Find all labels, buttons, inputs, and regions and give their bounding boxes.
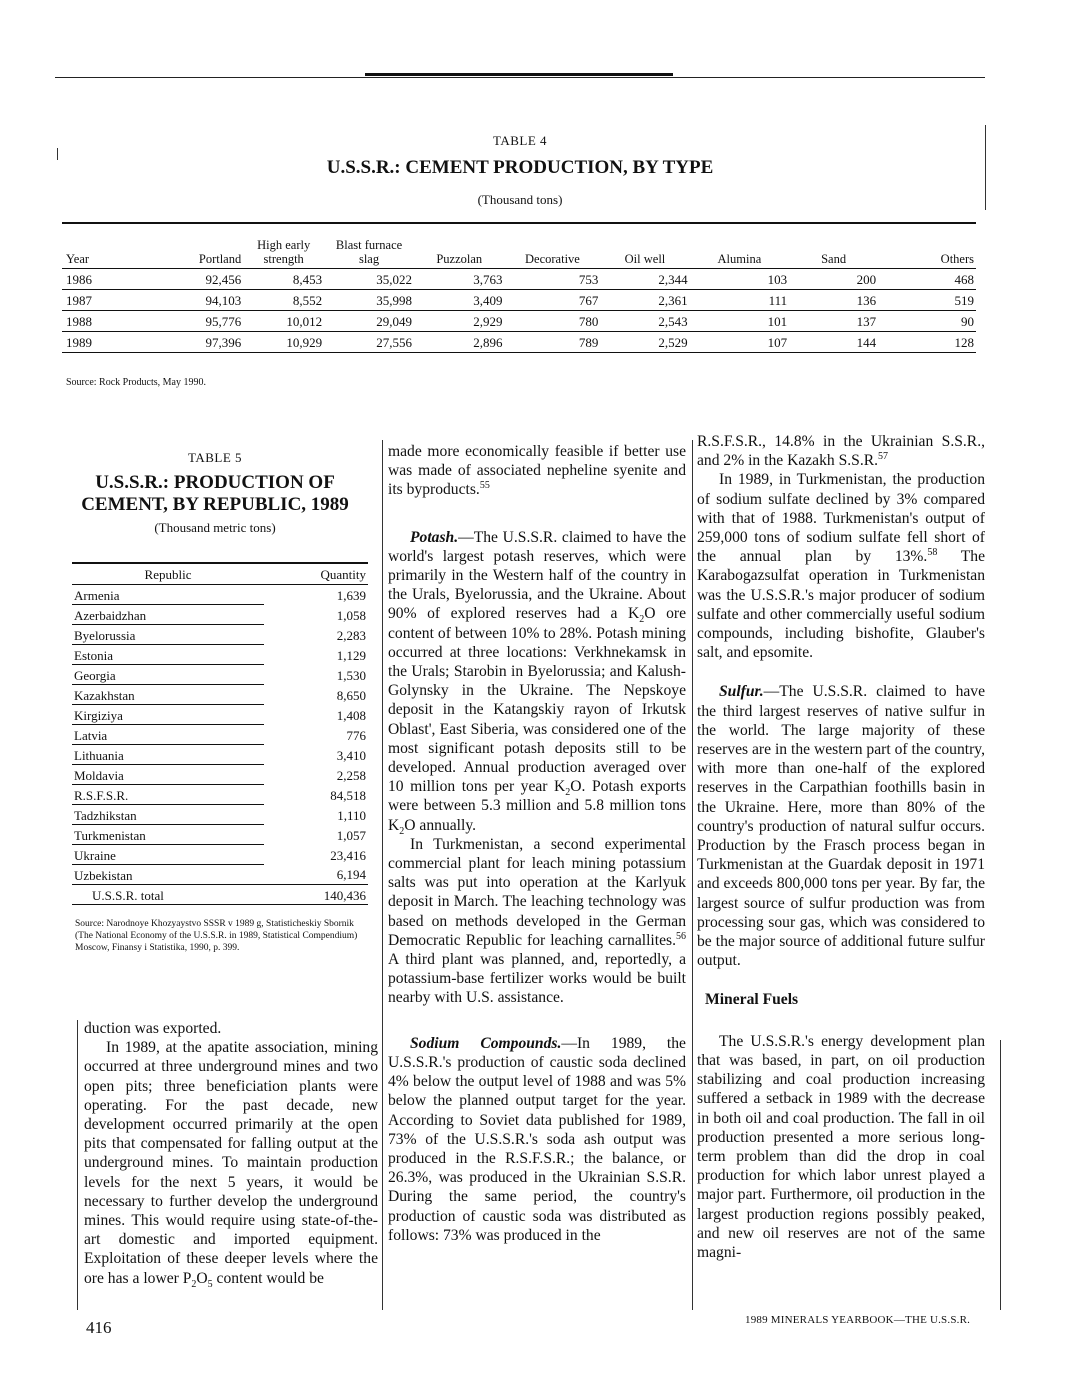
table-cell: 468 (878, 269, 976, 290)
potash-text-a: —The U.S.S.R. claimed to have the world's largest potash reserves, which were primarily in the Western half of the country in the Urals, Byelorussia, and the Ukraine. About 90% of explored reserves had a K (388, 528, 686, 623)
table-row (72, 605, 368, 625)
col1-paragraph-2 (84, 1038, 378, 1288)
footnote-ref: 55 (479, 480, 490, 492)
table-cell: Moldavia (72, 765, 264, 785)
table-cell: 94,103 (153, 290, 243, 311)
table-cell: 1988 (62, 311, 153, 332)
table-cell: 8,552 (243, 290, 324, 311)
table-cell: 92,456 (153, 269, 243, 290)
table-cell: 3,409 (414, 290, 505, 311)
table-cell: 144 (789, 332, 878, 353)
table-cell: Kazakhstan (72, 685, 264, 705)
table-cell: 2,529 (600, 332, 689, 353)
table-cell: 103 (690, 269, 790, 290)
table-cell: 1,058 (336, 607, 366, 623)
table-cell: 8,453 (243, 269, 324, 290)
table5 (72, 562, 368, 905)
col3-paragraph-2 (697, 470, 985, 662)
table-cell: 1986 (62, 269, 153, 290)
table-row (62, 311, 976, 332)
table5-units: (Thousand metric tons) (154, 520, 276, 535)
subscript: 2 (565, 787, 571, 799)
table-row (72, 765, 368, 785)
table4-col-year: Year (62, 223, 153, 269)
subscript: 2 (191, 1278, 197, 1290)
col1-p2-mid: O (196, 1269, 208, 1287)
table4-col-portland: Portland (153, 223, 243, 269)
col3-paragraph-1 (697, 432, 985, 470)
table-cell: 8,650 (336, 687, 366, 703)
col3-sulfur-paragraph (697, 682, 985, 970)
header-rule-thick (365, 73, 673, 76)
table-cell: 2,929 (414, 311, 505, 332)
column-3 (697, 432, 985, 1262)
table-cell: 1989 (62, 332, 153, 353)
turkmen-text: In Turkmenistan, a second experimental commercial plant for leach mining potassium salts was put into operation at the Karlyuk deposit in March. The leaching technology was based on methods developed in the German Democratic Republic for leaching carnallites. (388, 835, 686, 949)
footnote-ref: 58 (927, 547, 938, 559)
table-cell: 519 (878, 290, 976, 311)
table5-col-quantity: Quantity (264, 563, 368, 585)
table4-col-puzzolan: Puzzolan (414, 223, 505, 269)
table4-col-decorative: Decorative (505, 223, 601, 269)
header-rule (55, 77, 985, 78)
column-2 (388, 442, 686, 1245)
table-row (72, 725, 368, 745)
table-cell: 767 (505, 290, 601, 311)
table-row (62, 269, 976, 290)
table-cell: 2,258 (336, 767, 366, 783)
table4-title: U.S.S.R.: CEMENT PRODUCTION, BY TYPE (326, 157, 714, 178)
subscript: 2 (399, 825, 405, 837)
table5-total-row (72, 885, 368, 905)
table5-col-republic: Republic (72, 563, 264, 585)
table-cell: Tadzhikstan (72, 805, 264, 825)
table-row (72, 705, 368, 725)
table-cell: 1,129 (336, 647, 366, 663)
table-cell: 27,556 (324, 332, 414, 353)
table-cell: Lithuania (72, 745, 264, 765)
sulfur-heading: Sulfur. (719, 683, 764, 701)
column-rule (1000, 1040, 1001, 1310)
table-cell: 776 (346, 727, 366, 743)
col2-p1-text: made more economically feasible if better use was made of associated nepheline syenite and its byproducts. (388, 443, 686, 499)
table-cell: 2,344 (600, 269, 689, 290)
footnote-ref: 57 (878, 451, 889, 463)
table4-source: Source: Rock Products, May 1990. (66, 377, 206, 388)
table-row (72, 685, 368, 705)
table5-total-label: U.S.S.R. total (72, 885, 264, 905)
potash-heading: Potash. (410, 528, 459, 546)
table-cell: 35,998 (324, 290, 414, 311)
col2-turkmenistan-paragraph (388, 835, 686, 1008)
table-cell: 29,049 (324, 311, 414, 332)
table-cell: 1,408 (336, 707, 366, 723)
table-cell: 2,543 (600, 311, 689, 332)
table-cell: 128 (878, 332, 976, 353)
table-cell: 789 (505, 332, 601, 353)
table5-header-row (72, 563, 368, 585)
table-cell: 107 (690, 332, 790, 353)
table-cell: Uzbekistan (72, 865, 264, 885)
table-cell: Estonia (72, 645, 264, 665)
table-cell: Byelorussia (72, 625, 264, 645)
table4-col-blast: Blast furnace slag (324, 223, 414, 269)
table-cell: 35,022 (324, 269, 414, 290)
table-cell: 101 (690, 311, 790, 332)
table-cell: Azerbaidzhan (72, 605, 264, 625)
table-cell: 137 (789, 311, 878, 332)
table-cell: 1987 (62, 290, 153, 311)
table-row (72, 585, 368, 605)
col1-paragraph-1: duction was exported. (84, 1020, 222, 1037)
table5-title: U.S.S.R.: PRODUCTION OF CEMENT, BY REPUBLIC, 1989 (81, 472, 349, 515)
col3-p2-end: The Karabogazsulfat operation in Turkmenistan was the U.S.S.R.'s major producer of sodium sulfate and other commercially useful sodium compounds, including bishofite, Glauber's salt, and epsomite. (697, 548, 985, 662)
sulfur-text: —The U.S.S.R. claimed to have the third largest reserves of native sulfur in the world. The large majority of these reserves are in the western part of the country, with more than one-half of the explored reserves in the Carpathian foothills basin in the Ukraine. Here, more than 80% of the country's production of natural sulfur occurs. Production by the Frasch process began in Turkmenistan at the Guardak deposit in 1971 and exceeds 800,000 tons per year. By far, the largest source of sulfur production was from processing sour gas, which was considered to be the major source of additional future sulfur output. (697, 683, 985, 970)
table-row (72, 645, 368, 665)
col1-p2-text: In 1989, at the apatite association, mining occurred at three underground mines and two open pits; three beneficiation plants were operating. For the past decade, new development occurred primarily at the open pits that compensated for falling output at the underground mines. To maintain production levels for the next 5 years, it would be necessary to further develop the underground mines. This would require using state-of-the-art domestic and imported equipment. Exploitation of these deeper levels where the ore has a lower P (84, 1039, 378, 1287)
table4-label: TABLE 4 (492, 133, 548, 148)
table-row (62, 332, 976, 353)
column-rule (692, 440, 693, 1310)
table-row (72, 785, 368, 805)
table-row (72, 625, 368, 645)
table-cell: R.S.F.S.R. (72, 785, 264, 805)
table4 (62, 222, 976, 353)
col2-potash-paragraph (388, 528, 686, 835)
table-row (72, 665, 368, 685)
table-cell: 2,896 (414, 332, 505, 353)
table-cell: 10,929 (243, 332, 324, 353)
col2-paragraph-1 (388, 442, 686, 500)
potash-text-c: O. Potash exports were between 5.3 million and 5.8 million tons K (388, 778, 687, 834)
table-row (72, 805, 368, 825)
col3-energy-paragraph: The U.S.S.R.'s energy development plan that was based, in part, on oil production stabilizing and coal production increasing suffered a setback in 1989 with the decrease in both oil and coal production. The fall in oil production presented a more serious long-term problem than did the drop in coal production for which labor unrest played a major part. Furthermore, oil production in the largest production regions possibly peaked, and new oil reserves are not of the same magni- (697, 1032, 985, 1261)
table-cell: 23,416 (330, 847, 366, 863)
table-cell: Armenia (72, 585, 264, 605)
table-cell: 1,639 (336, 587, 366, 603)
table-cell: 111 (690, 290, 790, 311)
column-rule (77, 1020, 78, 1310)
table-cell: 1,530 (336, 667, 366, 683)
table-cell: 136 (789, 290, 878, 311)
table-cell: 1,110 (337, 807, 366, 823)
turkmen-text-end: A third plant was planned, and, reportedly, a potassium-base fertilizer works would be built nearby with U.S. assistance. (388, 951, 686, 1007)
table-cell: 753 (505, 269, 601, 290)
column-1 (84, 1019, 378, 1288)
potash-text-b: O ore content of between 10% to 28%. Potash mining occurred at three locations: Verkhnekamsk in the Urals; Starobin in Byelorussia; and Kalush-Golynsky in the Ukraine. The Nepskoye deposit in the Katangskiy rayon of Irkutsk Oblast', East Siberia, was considered one of the most significant potash deposits still to be developed. Annual production averaged over 10 million tons per year K (388, 605, 686, 796)
potash-text-d: O annually. (404, 816, 477, 834)
table-cell: Georgia (72, 665, 264, 685)
sodium-text: —In 1989, the U.S.S.R.'s production of caustic soda declined 4% below the output level of 1988 and was 5% below the planned output target for the year. According to Soviet data published for 1989, 73% of the U.S.S.R.'s soda ash output was produced in the R.S.F.S.R.; the balance, or 26.3%, was produced in the Ukrainian S.S.R. During the same period, the country's production of caustic soda was distributed as follows: 73% was produced in the (388, 1034, 686, 1244)
table4-col-sand: Sand (789, 223, 878, 269)
table-row (72, 845, 368, 865)
subscript: 2 (639, 614, 645, 626)
col3-p1-text: R.S.F.S.R., 14.8% in the Ukrainian S.S.R., and 2% in the Kazakh S.S.R. (697, 433, 985, 470)
sodium-heading: Sodium Compounds. (410, 1034, 562, 1052)
table-cell: 97,396 (153, 332, 243, 353)
subscript: 5 (207, 1278, 213, 1290)
table-cell: 6,194 (336, 867, 366, 883)
footnote-ref: 56 (676, 930, 686, 942)
col1-p2-end: content would be (212, 1269, 324, 1287)
table-cell: 10,012 (243, 311, 324, 332)
table-cell: 95,776 (153, 311, 243, 332)
col2-sodium-paragraph (388, 1034, 686, 1245)
table-cell: Latvia (72, 725, 264, 745)
table-cell: 2,283 (336, 627, 366, 643)
table-row (72, 825, 368, 845)
table-row (72, 865, 368, 885)
table4-header-row (62, 223, 976, 269)
table-cell: Kirgiziya (72, 705, 264, 725)
table-cell: 3,763 (414, 269, 505, 290)
table-cell: 90 (878, 311, 976, 332)
table5-total-value: 140,436 (264, 885, 368, 905)
mineral-fuels-heading: Mineral Fuels (705, 991, 799, 1009)
table4-col-oilwell: Oil well (600, 223, 689, 269)
table4-units: (Thousand tons) (477, 192, 563, 207)
page-number: 416 (86, 1318, 112, 1337)
table-row (72, 745, 368, 765)
table5-source: Source: Narodnoye Khozyaystvo SSSR v 1989 g, Statisticheskiy Sbornik (The National Economy of the U.S.S.R. in 1989, Statistical Compendium) Moscow, Finansy i Statistika, 1990, p. 399. (75, 919, 358, 953)
table4-col-others: Others (878, 223, 976, 269)
table-cell: 780 (505, 311, 601, 332)
table-cell: Turkmenistan (72, 825, 264, 845)
table5-label: TABLE 5 (187, 450, 243, 465)
table4-col-high-early: High early strength (243, 223, 324, 269)
column-rule (382, 440, 383, 1310)
table-cell: Ukraine (72, 845, 264, 865)
table4-col-alumina: Alumina (690, 223, 790, 269)
table-cell: 200 (789, 269, 878, 290)
table-cell: 1,057 (336, 827, 366, 843)
table-cell: 3,410 (336, 747, 366, 763)
running-footer: 1989 MINERALS YEARBOOK—THE U.S.S.R. (745, 1314, 971, 1326)
table-cell: 2,361 (600, 290, 689, 311)
col3-p2-text: In 1989, in Turkmenistan, the production of sodium sulfate declined by 3% compared with that of 1988. Turkmenistan's output of 259,000 tons of sodium sulfate fell short of the annual plan by 13%. (697, 471, 985, 566)
table-cell: 84,518 (330, 787, 366, 803)
table-row (62, 290, 976, 311)
